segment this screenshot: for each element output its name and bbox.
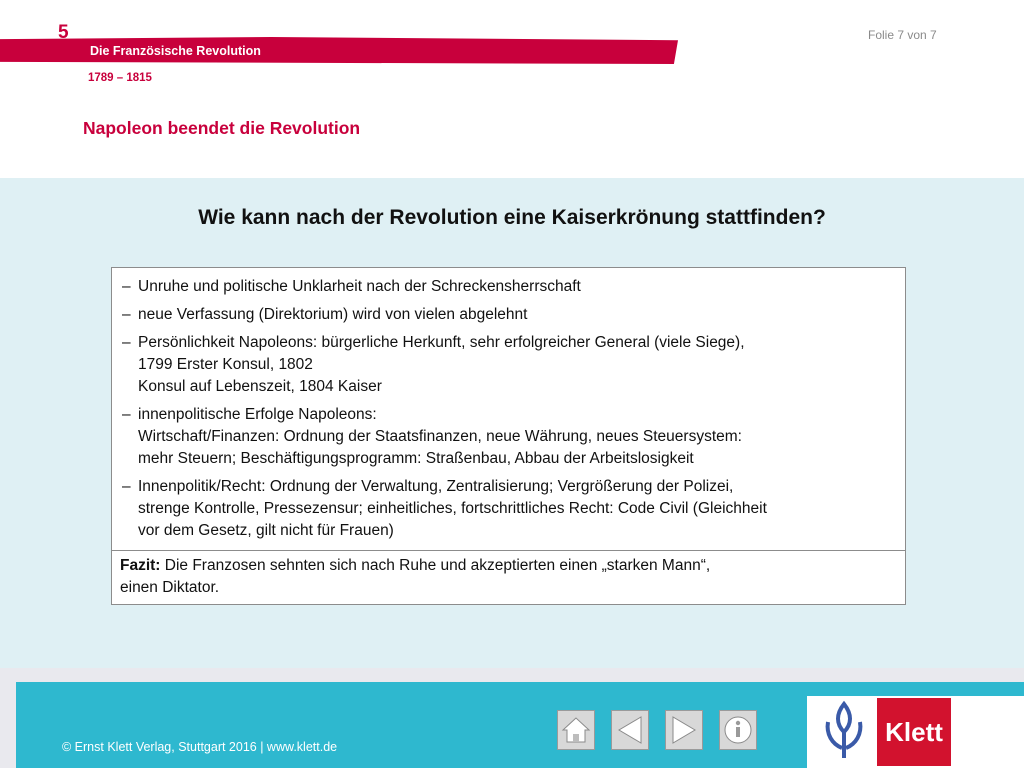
bullet-dash: –	[122, 306, 131, 323]
list-item	[122, 404, 897, 470]
slide-header	[0, 0, 1024, 178]
bullet-dash: –	[122, 478, 131, 495]
next-button[interactable]	[665, 710, 703, 750]
list-item	[122, 476, 897, 542]
previous-icon	[612, 711, 648, 749]
conclusion-label: Fazit:	[120, 557, 161, 574]
chapter-number: 5	[58, 22, 69, 43]
chapter-title: Die Französische Revolution	[90, 44, 261, 58]
point-text: innenpolitische Erfolge Napoleons: Wirtschaft/Finanzen: Ordnung der Staatsfinanzen, neue Währung, neues Steuersystem: mehr Steuern; Beschäftigungsprogramm: Straßenbau, Abbau der Arbeitslosigkeit	[138, 406, 742, 467]
point-text: Unruhe und politische Unklarheit nach der Schreckensherrschaft	[138, 278, 581, 295]
bullet-dash: –	[122, 334, 131, 351]
chapter-years: 1789 – 1815	[88, 72, 152, 84]
copyright-text: © Ernst Klett Verlag, Stuttgart 2016 | www.klett.de	[62, 740, 338, 754]
klett-emblem-icon	[818, 700, 870, 762]
list-item	[122, 332, 897, 398]
list-item	[122, 304, 897, 326]
answer-box	[111, 267, 906, 605]
conclusion	[112, 550, 905, 604]
point-text: Persönlichkeit Napoleons: bürgerliche Herkunft, sehr erfolgreicher General (viele Siege), 1799 Erster Konsul, 1802 Konsul auf Lebenszeit, 1804 Kaiser	[138, 334, 745, 395]
bullet-dash: –	[122, 278, 131, 295]
home-button[interactable]	[557, 710, 595, 750]
slide-topic: Napoleon beendet die Revolution	[83, 118, 361, 138]
slide-question: Wie kann nach der Revolution eine Kaiserkrönung stattfinden?	[198, 206, 826, 229]
content-area	[0, 178, 1024, 668]
next-icon	[666, 711, 702, 749]
home-icon	[558, 711, 594, 749]
info-button[interactable]	[719, 710, 757, 750]
point-text: neue Verfassung (Direktorium) wird von vielen abgelehnt	[138, 306, 528, 323]
point-list	[112, 268, 905, 550]
conclusion-text: Die Franzosen sehnten sich nach Ruhe und akzeptierten einen „starken Mann“, einen Diktator.	[120, 557, 711, 596]
previous-button[interactable]	[611, 710, 649, 750]
bullet-dash: –	[122, 406, 131, 423]
slide-counter: Folie 7 von 7	[868, 28, 937, 42]
list-item	[122, 276, 897, 298]
info-icon	[720, 711, 756, 749]
point-text: Innenpolitik/Recht: Ordnung der Verwaltung, Zentralisierung; Vergrößerung der Polizei, strenge Kontrolle, Pressezensur; einheitliches, fortschrittliches Recht: Code Civil (Gleichheit vor dem Gesetz, gilt nicht für Frauen)	[138, 478, 767, 539]
klett-logo[interactable]: Klett	[877, 698, 951, 766]
